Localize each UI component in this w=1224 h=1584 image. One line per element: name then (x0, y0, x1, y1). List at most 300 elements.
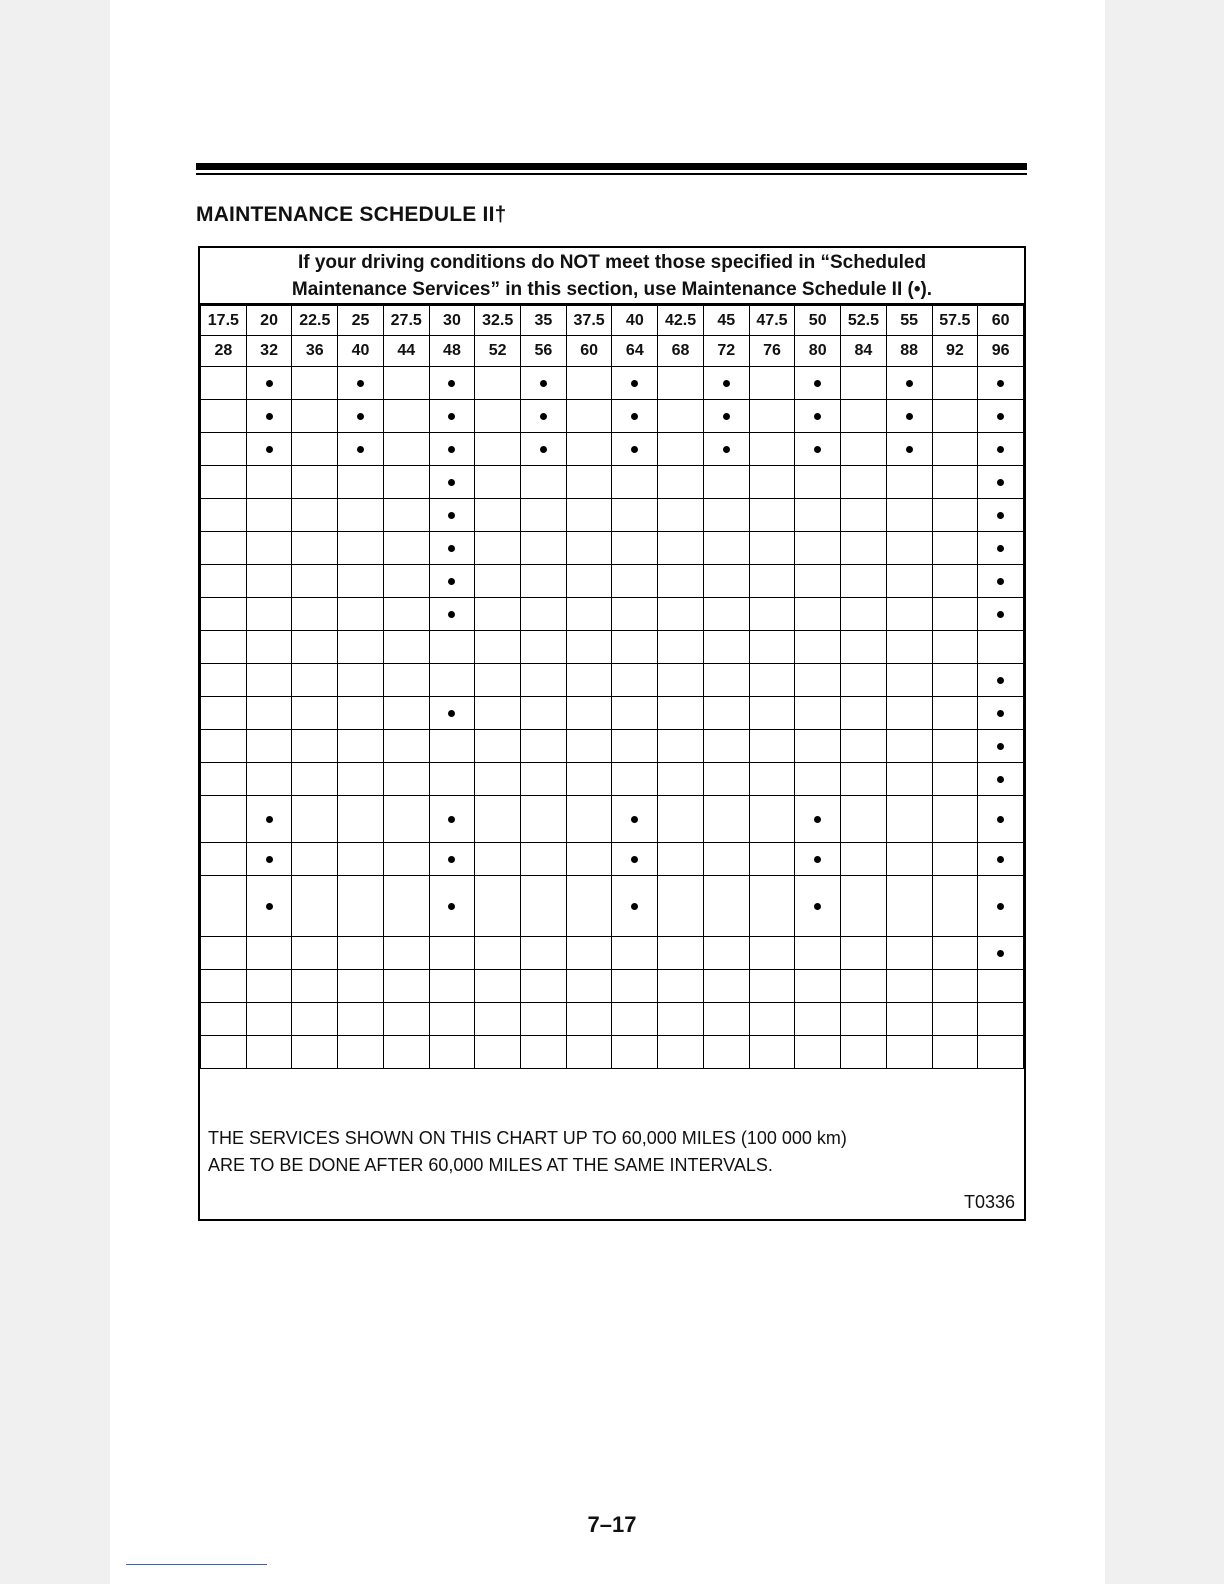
schedule-cell (429, 499, 475, 532)
schedule-cell (703, 598, 749, 631)
schedule-cell (886, 697, 932, 730)
schedule-cell (932, 1036, 978, 1069)
schedule-cell (566, 664, 612, 697)
schedule-cell (795, 1003, 841, 1036)
schedule-cell (841, 843, 887, 876)
schedule-cell (201, 367, 247, 400)
schedule-cell (201, 697, 247, 730)
service-row (201, 598, 1024, 631)
schedule-cell (201, 433, 247, 466)
schedule-cell (749, 499, 795, 532)
schedule-cell (338, 433, 384, 466)
schedule-cell (475, 565, 521, 598)
schedule-cell (795, 400, 841, 433)
top-rule-thin (196, 173, 1027, 175)
schedule-cell (658, 631, 704, 664)
schedule-cell (521, 730, 567, 763)
schedule-cell (612, 664, 658, 697)
schedule-cell (475, 664, 521, 697)
schedule-cell (475, 466, 521, 499)
schedule-cell (201, 565, 247, 598)
schedule-cell (383, 937, 429, 970)
schedule-cell (841, 400, 887, 433)
schedule-cell (658, 664, 704, 697)
schedule-cell (658, 367, 704, 400)
schedule-cell (292, 796, 338, 843)
schedule-cell (612, 1036, 658, 1069)
schedule-cell (429, 367, 475, 400)
schedule-cell (932, 532, 978, 565)
km-header-cell: 72 (703, 336, 749, 367)
schedule-cell (201, 796, 247, 843)
schedule-cell (338, 697, 384, 730)
schedule-cell (429, 433, 475, 466)
schedule-cell (978, 937, 1024, 970)
schedule-cell (886, 1003, 932, 1036)
schedule-cell (612, 466, 658, 499)
schedule-cell (246, 631, 292, 664)
schedule-cell (201, 876, 247, 937)
intro-line-2: Maintenance Services” in this section, use Maintenance Schedule II (•). (291, 279, 933, 300)
km-header-cell: 32 (246, 336, 292, 367)
schedule-cell (795, 598, 841, 631)
schedule-cell (201, 1036, 247, 1069)
service-dot (448, 545, 455, 552)
schedule-cell (795, 1036, 841, 1069)
schedule-cell (612, 499, 658, 532)
schedule-cell (703, 664, 749, 697)
footer-line-1: THE SERVICES SHOWN ON THIS CHART UP TO 60,000 MILES (100 000 km) (208, 1128, 847, 1148)
service-row (201, 843, 1024, 876)
schedule-cell (292, 499, 338, 532)
schedule-cell (795, 937, 841, 970)
schedule-cell (475, 796, 521, 843)
schedule-cell (521, 499, 567, 532)
schedule-cell (932, 730, 978, 763)
schedule-cell (886, 433, 932, 466)
service-row (201, 631, 1024, 664)
schedule-cell (612, 763, 658, 796)
schedule-cell (703, 970, 749, 1003)
schedule-cell (612, 433, 658, 466)
schedule-cell (338, 400, 384, 433)
service-dot (814, 816, 821, 823)
schedule-cell (383, 598, 429, 631)
miles-header-cell: 17.5 (201, 306, 247, 336)
km-header-cell: 56 (521, 336, 567, 367)
schedule-cell (978, 499, 1024, 532)
miles-header-cell: 55 (886, 306, 932, 336)
schedule-cell (292, 1036, 338, 1069)
schedule-cell (338, 565, 384, 598)
service-dot (814, 856, 821, 863)
service-dot (631, 856, 638, 863)
service-dot (631, 413, 638, 420)
schedule-cell (292, 697, 338, 730)
schedule-cell (703, 876, 749, 937)
service-dot (997, 710, 1004, 717)
schedule-cell (612, 631, 658, 664)
schedule-cell (886, 400, 932, 433)
miles-header-cell: 52.5 (841, 306, 887, 336)
schedule-cell (749, 565, 795, 598)
schedule-cell (841, 970, 887, 1003)
service-row (201, 796, 1024, 843)
service-dot (723, 413, 730, 420)
schedule-cell (566, 970, 612, 1003)
schedule-cell (521, 937, 567, 970)
schedule-cell (749, 598, 795, 631)
schedule-cell (795, 664, 841, 697)
service-dot (814, 380, 821, 387)
miles-header-cell: 32.5 (475, 306, 521, 336)
miles-header-cell: 35 (521, 306, 567, 336)
schedule-cell (201, 466, 247, 499)
service-dot (266, 816, 273, 823)
schedule-cell (658, 937, 704, 970)
schedule-cell (521, 598, 567, 631)
schedule-cell (475, 937, 521, 970)
schedule-cell (932, 876, 978, 937)
service-dot (997, 545, 1004, 552)
schedule-cell (795, 367, 841, 400)
schedule-cell (886, 598, 932, 631)
schedule-cell (566, 1036, 612, 1069)
service-dot (906, 413, 913, 420)
service-dot (448, 816, 455, 823)
schedule-cell (338, 466, 384, 499)
schedule-cell (338, 1003, 384, 1036)
schedule-cell (795, 631, 841, 664)
schedule-cell (292, 598, 338, 631)
schedule-cell (886, 937, 932, 970)
schedule-cell (201, 631, 247, 664)
schedule-cell (658, 730, 704, 763)
service-dot (266, 903, 273, 910)
km-header-cell: 96 (978, 336, 1024, 367)
schedule-cell (841, 937, 887, 970)
schedule-cell (475, 970, 521, 1003)
schedule-cell (521, 565, 567, 598)
schedule-cell (886, 466, 932, 499)
schedule-cell (246, 796, 292, 843)
km-header-cell: 88 (886, 336, 932, 367)
schedule-cell (658, 532, 704, 565)
schedule-cell (292, 763, 338, 796)
schedule-cell (201, 730, 247, 763)
schedule-cell (841, 565, 887, 598)
schedule-cell (566, 598, 612, 631)
schedule-cell (886, 1036, 932, 1069)
km-header-cell: 92 (932, 336, 978, 367)
schedule-cell (795, 876, 841, 937)
schedule-cell (749, 367, 795, 400)
schedule-cell (383, 970, 429, 1003)
service-dot (997, 950, 1004, 957)
service-dot (448, 611, 455, 618)
schedule-cell (932, 970, 978, 1003)
schedule-cell (749, 433, 795, 466)
schedule-cell (383, 532, 429, 565)
schedule-cell (521, 532, 567, 565)
schedule-cell (429, 796, 475, 843)
service-dot (540, 380, 547, 387)
schedule-cell (978, 433, 1024, 466)
km-header-cell: 44 (383, 336, 429, 367)
schedule-cell (566, 796, 612, 843)
schedule-cell (338, 1036, 384, 1069)
schedule-cell (521, 876, 567, 937)
service-dot (997, 903, 1004, 910)
service-dot (448, 446, 455, 453)
schedule-cell (246, 664, 292, 697)
km-header-cell: 68 (658, 336, 704, 367)
schedule-cell (566, 400, 612, 433)
schedule-cell (658, 796, 704, 843)
schedule-cell (795, 796, 841, 843)
schedule-cell (978, 664, 1024, 697)
miles-header-cell: 30 (429, 306, 475, 336)
km-header-cell: 52 (475, 336, 521, 367)
schedule-cell (383, 697, 429, 730)
schedule-cell (658, 433, 704, 466)
schedule-cell (841, 796, 887, 843)
km-header-cell: 80 (795, 336, 841, 367)
schedule-cell (795, 763, 841, 796)
miles-header-cell: 40 (612, 306, 658, 336)
schedule-cell (201, 1003, 247, 1036)
schedule-cell (383, 1003, 429, 1036)
schedule-cell (658, 598, 704, 631)
schedule-cell (292, 970, 338, 1003)
service-dot (997, 743, 1004, 750)
schedule-cell (795, 843, 841, 876)
schedule-cell (475, 697, 521, 730)
schedule-cell (932, 400, 978, 433)
schedule-cell (612, 937, 658, 970)
schedule-cell (658, 970, 704, 1003)
service-dot (997, 479, 1004, 486)
schedule-cell (932, 1003, 978, 1036)
schedule-cell (795, 499, 841, 532)
schedule-cell (886, 876, 932, 937)
page-title: MAINTENANCE SCHEDULE II† (196, 203, 507, 226)
service-dot (631, 816, 638, 823)
schedule-cell (886, 970, 932, 1003)
schedule-cell (795, 433, 841, 466)
schedule-cell (475, 532, 521, 565)
schedule-cell (749, 843, 795, 876)
schedule-cell (292, 843, 338, 876)
service-dot (997, 413, 1004, 420)
schedule-cell (841, 466, 887, 499)
km-header-cell: 28 (201, 336, 247, 367)
schedule-cell (246, 433, 292, 466)
schedule-cell (292, 466, 338, 499)
schedule-cell (886, 367, 932, 400)
schedule-cell (658, 400, 704, 433)
schedule-cell (932, 598, 978, 631)
schedule-cell (338, 796, 384, 843)
schedule-cell (246, 970, 292, 1003)
schedule-cell (246, 730, 292, 763)
schedule-cell (703, 400, 749, 433)
schedule-cell (383, 730, 429, 763)
schedule-cell (886, 631, 932, 664)
schedule-cell (475, 1036, 521, 1069)
schedule-cell (886, 796, 932, 843)
schedule-cell (886, 664, 932, 697)
schedule-cell (658, 565, 704, 598)
schedule-cell (201, 763, 247, 796)
service-row (201, 499, 1024, 532)
schedule-cell (612, 843, 658, 876)
schedule-cell (795, 970, 841, 1003)
schedule-cell (566, 367, 612, 400)
schedule-cell (658, 763, 704, 796)
schedule-cell (292, 1003, 338, 1036)
schedule-cell (703, 466, 749, 499)
service-row (201, 433, 1024, 466)
schedule-cell (292, 876, 338, 937)
schedule-cell (429, 664, 475, 697)
schedule-cell (429, 697, 475, 730)
schedule-cell (886, 763, 932, 796)
miles-header-cell: 20 (246, 306, 292, 336)
schedule-cell (703, 367, 749, 400)
schedule-cell (475, 367, 521, 400)
schedule-cell (338, 730, 384, 763)
schedule-cell (475, 598, 521, 631)
schedule-cell (749, 532, 795, 565)
schedule-cell (246, 466, 292, 499)
schedule-cell (978, 1003, 1024, 1036)
schedule-cell (521, 664, 567, 697)
miles-header-cell: 22.5 (292, 306, 338, 336)
schedule-cell (338, 367, 384, 400)
schedule-cell (246, 400, 292, 433)
service-dot (448, 578, 455, 585)
km-header-cell: 84 (841, 336, 887, 367)
schedule-cell (932, 466, 978, 499)
schedule-cell (246, 1036, 292, 1069)
intro-line-1: If your driving conditions do NOT meet those specified in “Scheduled (297, 252, 927, 273)
schedule-cell (703, 937, 749, 970)
service-dot (448, 710, 455, 717)
schedule-cell (978, 400, 1024, 433)
schedule-cell (703, 565, 749, 598)
service-dot (997, 776, 1004, 783)
schedule-cell (841, 499, 887, 532)
schedule-cell (338, 499, 384, 532)
schedule-cell (383, 631, 429, 664)
schedule-cell (795, 532, 841, 565)
service-dot (631, 446, 638, 453)
schedule-cell (749, 466, 795, 499)
service-dot (266, 856, 273, 863)
schedule-cell (703, 843, 749, 876)
service-dot (448, 903, 455, 910)
footer-note (208, 1125, 847, 1179)
service-dot (448, 479, 455, 486)
km-header-cell: 60 (566, 336, 612, 367)
schedule-cell (566, 532, 612, 565)
schedule-cell (978, 843, 1024, 876)
schedule-cell (749, 664, 795, 697)
schedule-cell (749, 730, 795, 763)
miles-header-cell: 42.5 (658, 306, 704, 336)
schedule-cell (338, 631, 384, 664)
miles-header-cell: 45 (703, 306, 749, 336)
schedule-cell (749, 796, 795, 843)
schedule-cell (292, 937, 338, 970)
schedule-cell (612, 532, 658, 565)
schedule-cell (978, 367, 1024, 400)
schedule-cell (475, 876, 521, 937)
km-header-cell: 48 (429, 336, 475, 367)
schedule-cell (246, 763, 292, 796)
schedule-cell (521, 796, 567, 843)
schedule-cell (521, 843, 567, 876)
schedule-table (200, 305, 1024, 1069)
schedule-cell (246, 876, 292, 937)
schedule-cell (978, 1036, 1024, 1069)
schedule-cell (749, 937, 795, 970)
schedule-cell (703, 631, 749, 664)
service-dot (997, 611, 1004, 618)
schedule-cell (841, 631, 887, 664)
schedule-cell (749, 876, 795, 937)
schedule-cell (429, 876, 475, 937)
schedule-cell (749, 970, 795, 1003)
schedule-cell (886, 843, 932, 876)
service-dot (540, 413, 547, 420)
schedule-cell (292, 400, 338, 433)
schedule-cell (475, 631, 521, 664)
schedule-cell (703, 532, 749, 565)
schedule-cell (886, 532, 932, 565)
service-dot (814, 413, 821, 420)
schedule-cell (475, 1003, 521, 1036)
schedule-cell (521, 1036, 567, 1069)
schedule-cell (201, 664, 247, 697)
service-row (201, 1003, 1024, 1036)
schedule-cell (429, 1003, 475, 1036)
schedule-cell (383, 763, 429, 796)
service-dot (631, 903, 638, 910)
service-row (201, 532, 1024, 565)
schedule-cell (566, 433, 612, 466)
service-row (201, 1036, 1024, 1069)
service-dot (906, 446, 913, 453)
schedule-cell (566, 763, 612, 796)
schedule-cell (978, 763, 1024, 796)
schedule-cell (749, 400, 795, 433)
schedule-cell (246, 532, 292, 565)
schedule-cell (383, 565, 429, 598)
schedule-cell (383, 466, 429, 499)
schedule-cell (566, 565, 612, 598)
schedule-cell (703, 796, 749, 843)
schedule-cell (749, 763, 795, 796)
schedule-cell (566, 730, 612, 763)
schedule-cell (886, 565, 932, 598)
schedule-cell (201, 532, 247, 565)
schedule-cell (475, 730, 521, 763)
schedule-cell (658, 1003, 704, 1036)
schedule-cell (383, 367, 429, 400)
schedule-cell (841, 433, 887, 466)
